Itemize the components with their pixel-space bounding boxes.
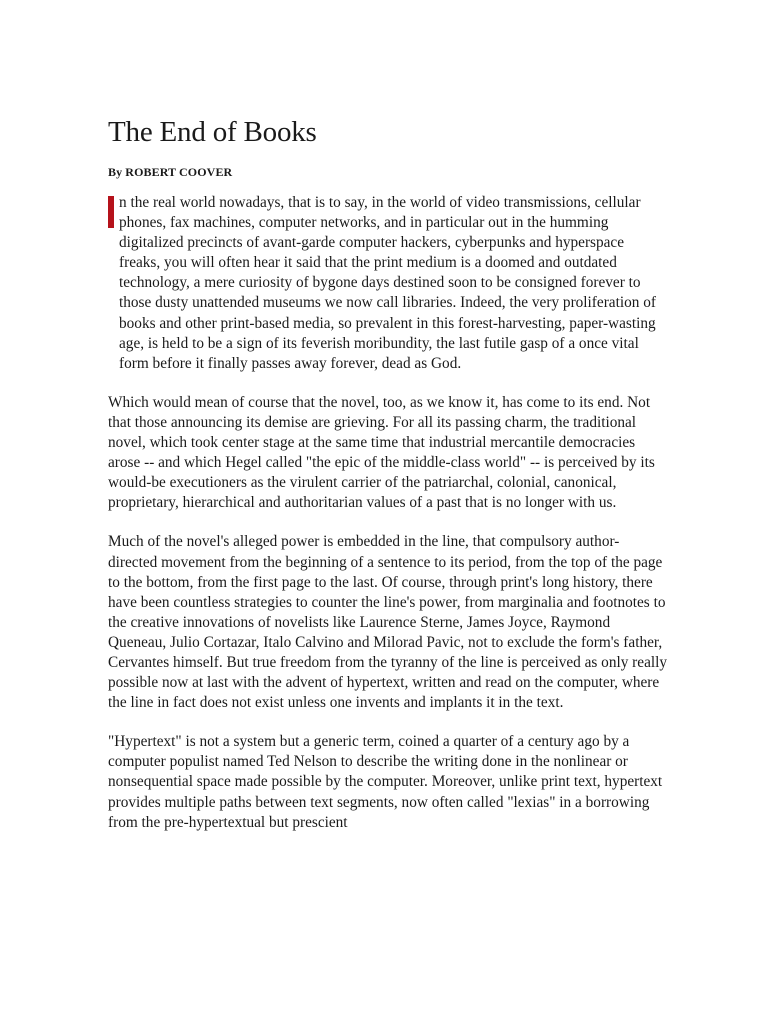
paragraph-2: Which would mean of course that the novel, too, as we know it, has come to its end. Not that those announcing its demise are grieving. For all its passing charm, the traditional novel, which took center stage at the same time that industrial mercantile democracies arose -- and which Hegel called "the epic of the middle-class world" -- is perceived by its would-be executioners as the virulent carrier of the patriarchal, colonial, canonical, proprietary, hierarchical and authoritarian values of a past that is no longer with us.	[108, 393, 655, 512]
article-title: The End of Books	[108, 116, 317, 148]
paragraph-1-text: n the real world nowadays, that is to say, in the world of video transmissions, cellular phones, fax machines, computer networks, and in particular out in the humming digitalized precincts of avant-garde computer hackers, cyberpunks and hyperspace freaks, you will often hear it said that the print medium is a doomed and outdated technology, a mere curiosity of bygone days destined soon to be consigned forever to those dusty unattended museums we now call libraries. Indeed, the very proliferation of books and other print-based media, so prevalent in this forest-harvesting, paper-wasting age, is held to be a sign of its feverish moribundity, the last futile gasp of a once vital form before it finally passes away forever, dead as God.	[119, 194, 656, 372]
article-byline: By ROBERT COOVER	[108, 165, 233, 179]
article	[108, 114, 668, 852]
paragraph-3: Much of the novel's alleged power is embedded in the line, that compulsory author-directed movement from the beginning of a sentence to its period, from the top of the page to the bottom, from the first page to the last. Of course, through print's long history, there have been countless strategies to counter the line's power, from marginalia and footnotes to the creative innovations of novelists like Laurence Sterne, James Joyce, Raymond Queneau, Julio Cortazar, Italo Calvino and Milorad Pavic, not to exclude the form's father, Cervantes himself. But true freedom from the tyranny of the line is perceived as only really possible now at last with the advent of hypertext, written and read on the computer, where the line in fact does not exist unless one invents and implants it in the text.	[108, 533, 668, 712]
paragraph-4: "Hypertext" is not a system but a generic term, coined a quarter of a century ago by a computer populist named Ted Nelson to describe the writing done in the nonlinear or nonsequential space made possible by the computer. Moreover, unlike print text, hypertext provides multiple paths between text segments, now often called "lexias" in a borrowing from the pre-hypertextual but prescient	[108, 733, 663, 831]
paragraph-1	[108, 193, 668, 374]
article-body	[108, 193, 668, 833]
drop-cap-bar	[108, 196, 114, 228]
